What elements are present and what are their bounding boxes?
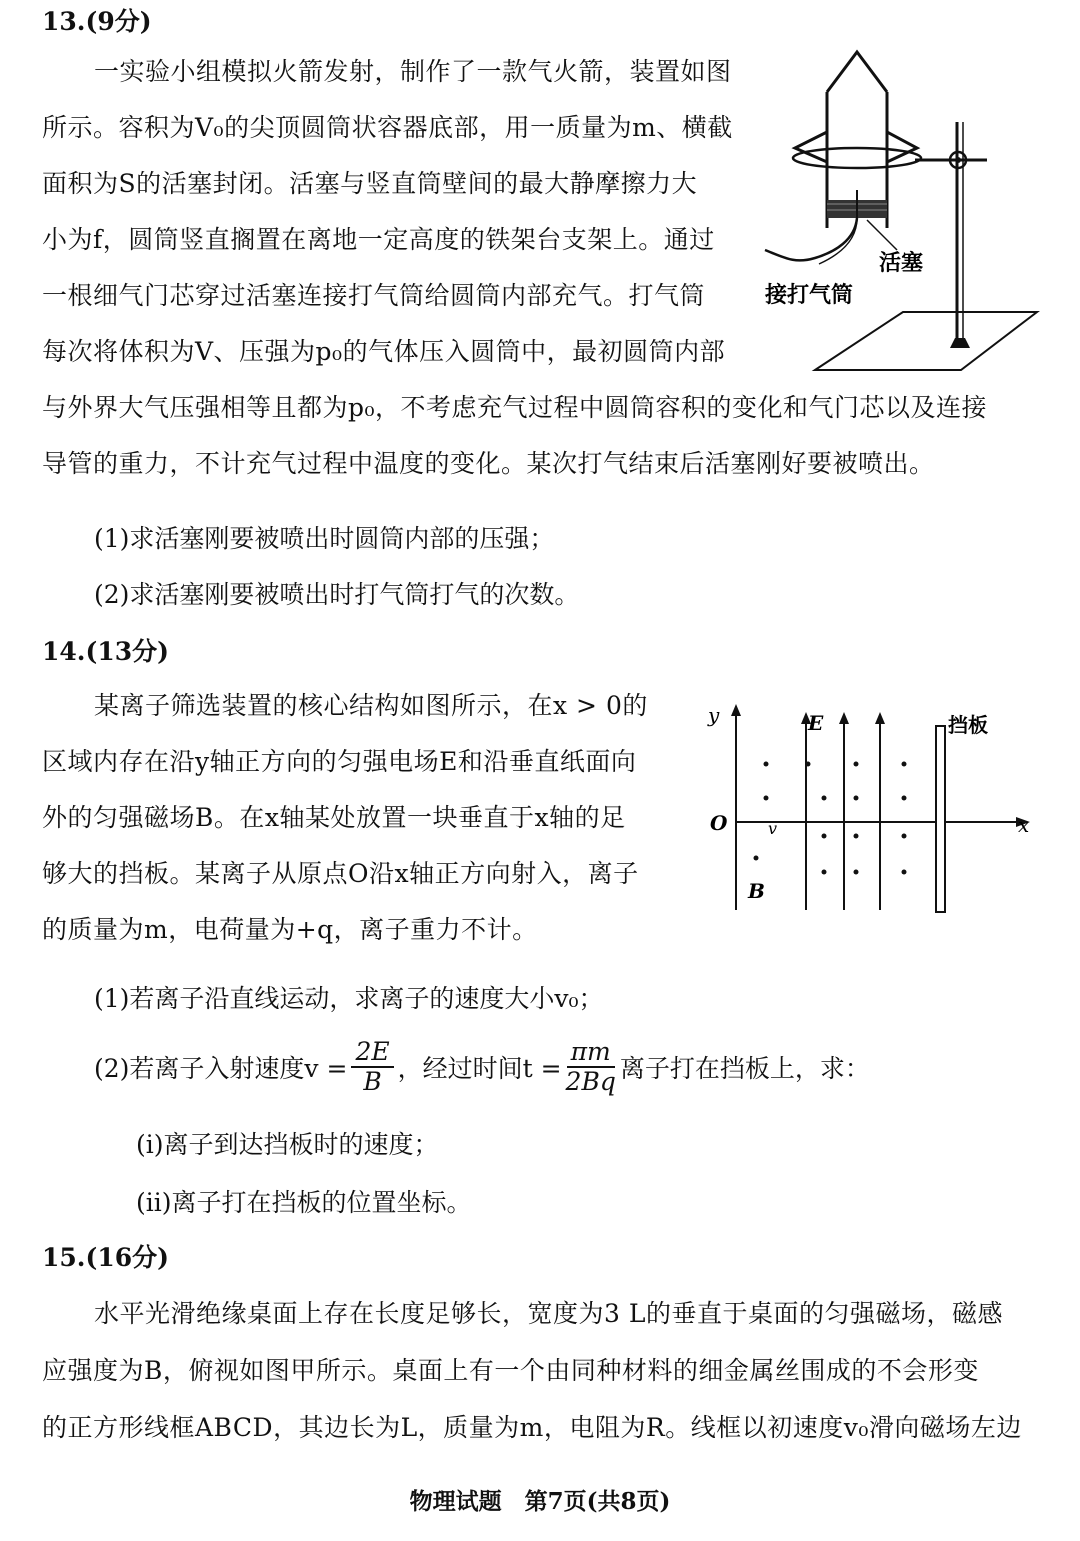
q14-line-2: 区域内存在沿y轴正方向的匀强电场E和沿垂直纸面向 <box>42 747 637 776</box>
q13-line-8: 导管的重力，不计充气过程中温度的变化。某次打气结束后活塞刚好要被喷出。 <box>42 449 935 478</box>
q15-line-1: 水平光滑绝缘桌面上存在长度足够长，宽度为3 L的垂直于桌面的匀强磁场，磁感 <box>94 1299 1003 1328</box>
fraction-t <box>566 1038 616 1096</box>
q13-rocket-figure <box>755 40 1045 380</box>
baffle-plate <box>936 726 945 912</box>
q14-sub-2-ii: (ii)离子打在挡板的位置坐标。 <box>136 1188 472 1217</box>
page-footer: 物理试题 第7页(共8页) <box>409 1488 671 1515</box>
plate-label: 挡板 <box>948 713 988 737</box>
q14-sub-1: (1)若离子沿直线运动，求离子的速度大小v₀； <box>94 984 604 1013</box>
q14-line-5: 的质量为m，电荷量为+q，离子重力不计。 <box>42 915 538 944</box>
q15-header: 15.(16分) <box>42 1243 169 1272</box>
q14-sub-2-suffix: 离子打在挡板上，求： <box>619 1054 870 1083</box>
q13-sub-2: (2)求活塞刚要被喷出时打气筒打气的次数。 <box>94 580 580 609</box>
axis-y-label: y <box>708 703 720 727</box>
q14-sub-2-i: (i)离子到达挡板时的速度； <box>136 1130 439 1159</box>
q13-line-5: 一根细气门芯穿过活塞连接打气筒给圆筒内部充气。打气筒 <box>42 281 706 310</box>
magnetic-field-dots <box>754 762 907 875</box>
q13-line-7: 与外界大气压强相等且都为p₀，不考虑充气过程中圆筒容积的变化和气门芯以及连接 <box>42 393 988 422</box>
fraction-t-numerator: πm <box>567 1038 615 1068</box>
q13-header: 13.(9分) <box>42 7 152 36</box>
q13-sub-1: (1)求活塞刚要被喷出时圆筒内部的压强； <box>94 524 555 553</box>
q14-line-4: 够大的挡板。某离子从原点O沿x轴正方向射入，离子 <box>42 859 639 888</box>
q14-header: 14.(13分) <box>42 637 169 666</box>
q15-line-2: 应强度为B，俯视如图甲所示。桌面上有一个由同种材料的细金属丝围成的不会形变 <box>42 1356 979 1385</box>
q14-line-3: 外的匀强磁场B。在x轴某处放置一块垂直于x轴的足 <box>42 803 626 832</box>
axis-x-label: x <box>1018 813 1030 837</box>
q15-stem <box>42 1285 1022 1456</box>
q14-line-1: 某离子筛选装置的核心结构如图所示，在x > 0的 <box>94 691 648 720</box>
q14-sub-2-prefix: (2)若离子入射速度v = <box>94 1054 348 1083</box>
fraction-v <box>351 1038 393 1096</box>
origin-label: O <box>710 811 728 835</box>
q13-fig-pump-label: 接打气筒 <box>765 282 854 308</box>
q13-line-4: 小为f，圆筒竖直搁置在离地一定高度的铁架台支架上。通过 <box>42 225 715 254</box>
q13-line-3: 面积为S的活塞封闭。活塞与竖直筒壁间的最大静摩擦力大 <box>42 169 698 198</box>
q13-fig-piston-label: 活塞 <box>879 250 924 276</box>
q14-sub-2 <box>94 1038 870 1096</box>
q14-stem <box>42 678 648 958</box>
q13-line-6: 每次将体积为V、压强为p₀的气体压入圆筒中，最初圆筒内部 <box>42 337 726 366</box>
fraction-t-denominator: 2Bq <box>565 1067 616 1096</box>
field-B-label: B <box>748 879 765 903</box>
fraction-v-numerator: 2E <box>351 1038 393 1068</box>
field-E-label: E <box>808 711 824 735</box>
q15-line-3: 的正方形线框ABCD，其边长为L，质量为m，电阻为R。线框以初速度v₀滑向磁场左边 <box>42 1413 1022 1442</box>
q13-line-2: 所示。容积为V₀的尖顶圆筒状容器底部，用一质量为m、横截 <box>42 113 733 142</box>
velocity-v-label: v <box>768 819 778 838</box>
q14-field-figure <box>700 700 1045 920</box>
fraction-v-denominator: B <box>363 1067 382 1096</box>
q14-sub-2-mid: ，经过时间t = <box>397 1054 562 1083</box>
q13-line-1: 一实验小组模拟火箭发射，制作了一款气火箭，装置如图 <box>94 57 732 86</box>
